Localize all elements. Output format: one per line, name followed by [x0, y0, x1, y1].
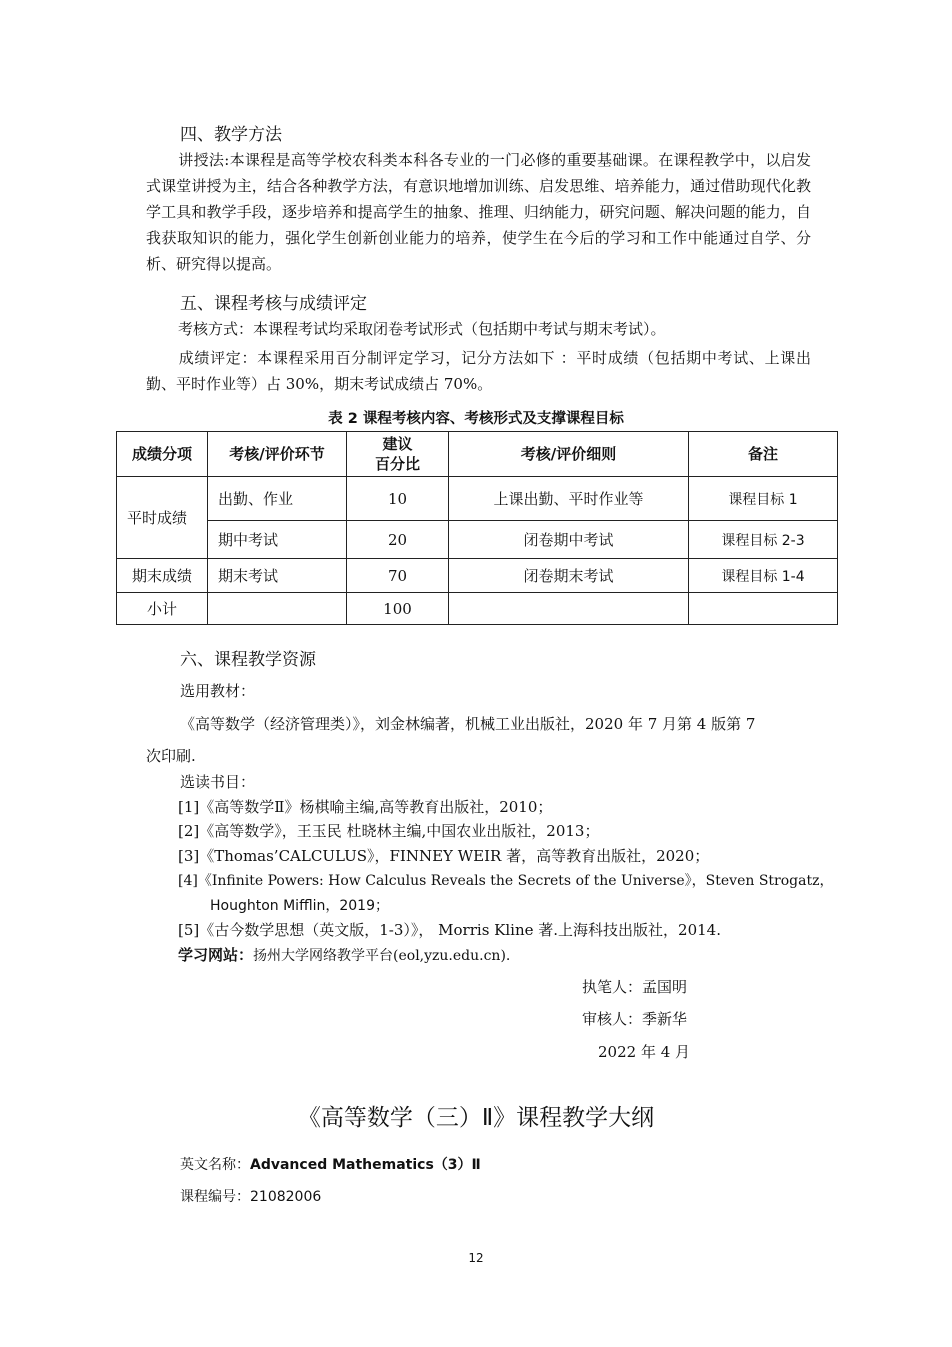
cell-detail: 闭卷期末考试	[449, 559, 689, 593]
cell-percentage: 20	[347, 521, 449, 559]
website-text: 扬州大学网络教学平台(eol,yzu.edu.cn).	[253, 948, 511, 964]
website-line	[178, 944, 510, 967]
reference-item: [4]《Infinite Powers: How Calculus Reveals the Secrets of the Universe》，Steven Strogatz，	[178, 873, 834, 889]
reviewer-line: 审核人：季新华	[582, 1010, 688, 1028]
header-remarks: 备注	[689, 432, 838, 477]
table-row	[117, 477, 838, 521]
cell-group: 小计	[117, 593, 208, 625]
table-row	[117, 593, 838, 625]
cell-item	[208, 593, 347, 625]
header-grade-component: 成绩分项	[117, 432, 208, 477]
reference-item: [1]《高等数学Ⅱ》杨棋喻主编,高等教育出版社，2010；	[178, 798, 553, 816]
cell-note: 课程目标 1-4	[689, 559, 838, 593]
author-line: 执笔人：孟国明	[582, 978, 688, 996]
cell-percentage: 10	[347, 477, 449, 521]
grading-paragraph	[146, 345, 811, 397]
table-header-row	[117, 432, 838, 477]
english-name-line	[180, 1154, 481, 1176]
cell-percentage: 100	[347, 593, 449, 625]
english-name-label: 英文名称：	[180, 1157, 250, 1173]
english-name-value: Advanced Mathematics（3）Ⅱ	[250, 1157, 481, 1173]
cell-detail	[449, 593, 689, 625]
cell-percentage: 70	[347, 559, 449, 593]
section-5-heading: 五、课程考核与成绩评定	[180, 294, 367, 314]
section-4-paragraph	[146, 147, 811, 277]
reference-item: [3]《Thomas’CALCULUS》，FINNEY WEIR 著，高等教育出版社，2020；	[178, 847, 710, 865]
textbook-line-1: 《高等数学（经济管理类）》，刘金林编著，机械工业出版社，2020 年 7 月第 4 版第 7	[180, 715, 756, 733]
cell-detail: 闭卷期中考试	[449, 521, 689, 559]
header-suggested: 建议	[382, 435, 413, 453]
course-code-line	[180, 1186, 321, 1208]
cell-detail: 上课出勤、平时作业等	[449, 477, 689, 521]
grading-text: 成绩评定：本课程采用百分制评定学习，记分方法如下 ：平时成绩（包括期中考试、上课出勤、平时作业等）占 30%，期末考试成绩占 70%。	[146, 349, 811, 393]
header-assessment-stage: 考核/评价环节	[208, 432, 347, 477]
reference-item: [2]《高等数学》，王玉民 杜晓林主编,中国农业出版社，2013；	[178, 822, 600, 840]
textbook-line-2: 次印刷.	[146, 747, 196, 765]
cell-group: 期末成绩	[117, 559, 208, 593]
table-row	[117, 521, 838, 559]
reference-item: [5]《古今数学思想（英文版，1-3）》， Morris Kline 著.上海科技出版社，2014.	[178, 921, 721, 939]
reading-list-label: 选读书目：	[180, 773, 256, 791]
table-caption: 表 2 课程考核内容、考核形式及支撑课程目标	[328, 411, 624, 427]
cell-item: 期末考试	[208, 559, 347, 593]
section-4-text: 讲授法:本课程是高等学校农科类本科各专业的一门必修的重要基础课。在课程教学中，以启发式课堂讲授为主，结合各种教学方法，有意识地增加训练、启发思维、培养能力，通过借助现代化教学工具和教学手段，逐步培养和提高学生的抽象、推理、归纳能力，研究问题、解决问题的能力，自我获取知识的能力，强化学生创新创业能力的培养，使学生在今后的学习和工作中能通过自学、分析、研究得以提高。	[146, 151, 811, 273]
table-row	[117, 559, 838, 593]
section-4-heading: 四、教学方法	[180, 125, 282, 145]
course-code-value: 21082006	[250, 1189, 322, 1205]
cell-note: 课程目标 2-3	[689, 521, 838, 559]
cell-item: 期中考试	[208, 521, 347, 559]
website-label: 学习网站：	[178, 946, 254, 964]
cell-item: 出勤、作业	[208, 477, 347, 521]
assessment-method-paragraph	[146, 316, 811, 342]
cell-group: 平时成绩	[117, 477, 208, 559]
reference-item-continued: Houghton Mifflin，2019；	[210, 898, 389, 914]
header-percentage: 百分比	[374, 455, 420, 473]
course-code-label: 课程编号：	[180, 1189, 250, 1205]
syllabus-title: 《高等数学（三）Ⅱ》课程教学大纲	[297, 1105, 655, 1131]
page-number: 12	[468, 1251, 484, 1265]
textbook-label: 选用教材：	[180, 682, 256, 700]
header-assessment-details: 考核/评价细则	[449, 432, 689, 477]
header-suggested-percentage	[347, 432, 449, 477]
cell-note	[689, 593, 838, 625]
assessment-table	[116, 431, 838, 625]
date-line: 2022 年 4 月	[598, 1043, 691, 1061]
section-6-heading: 六、课程教学资源	[180, 650, 316, 670]
cell-note: 课程目标 1	[689, 477, 838, 521]
assessment-method-text: 考核方式：本课程考试均采取闭卷考试形式（包括期中考试与期末考试）。	[178, 320, 666, 338]
